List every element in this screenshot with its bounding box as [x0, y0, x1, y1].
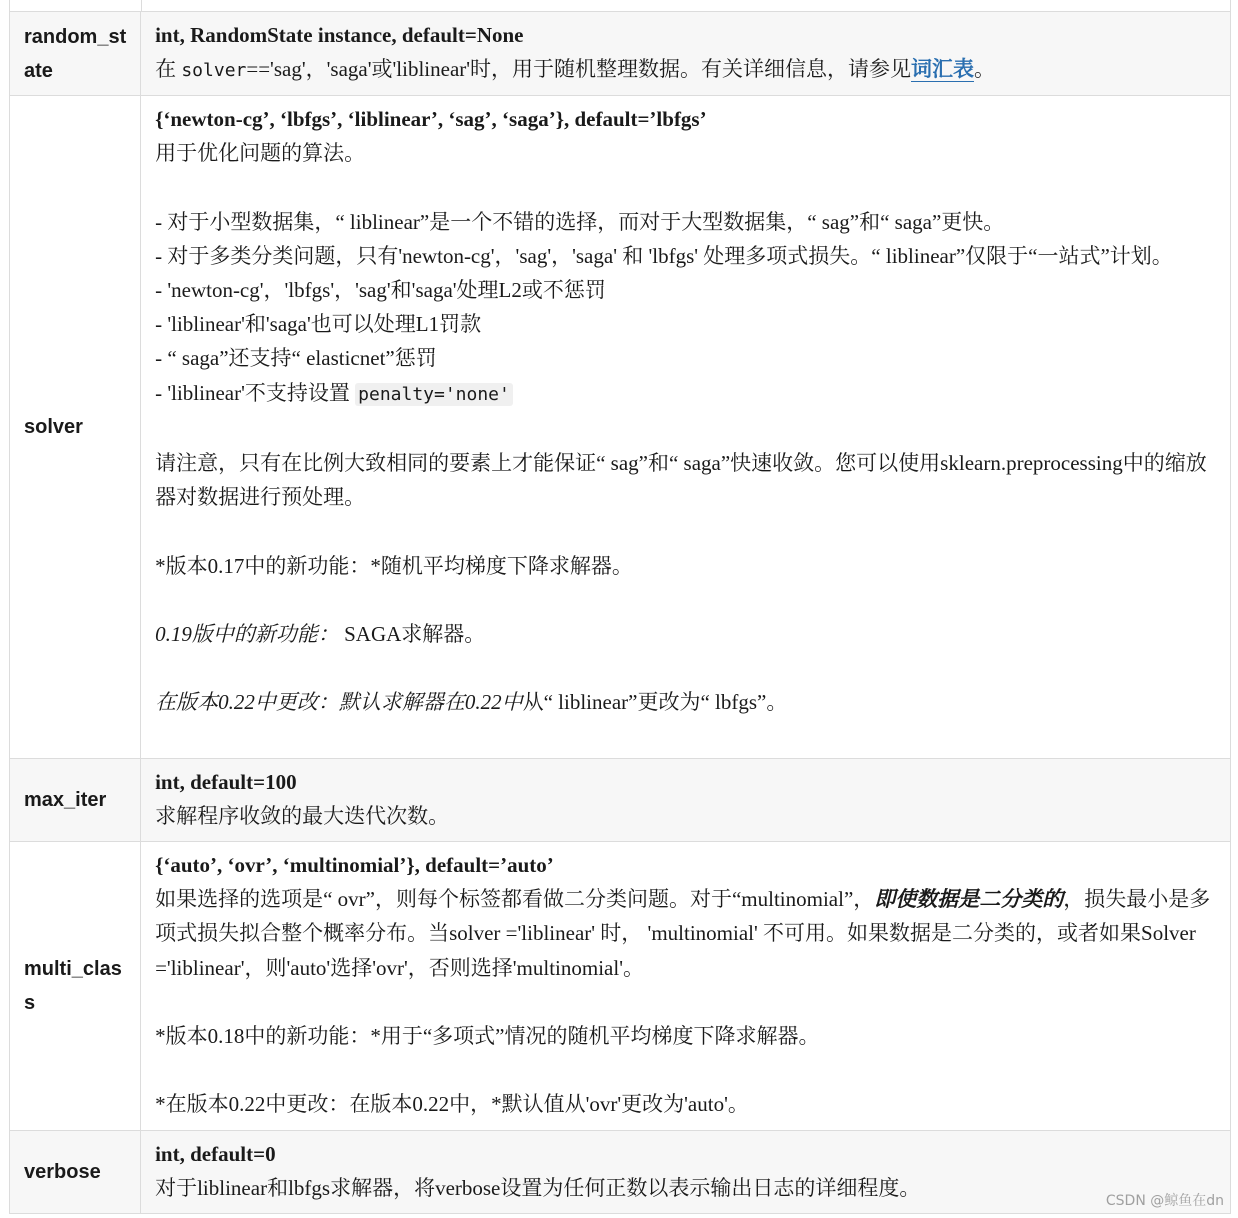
desc-line: *在版本0.22中更改：在版本0.22中，*默认值从'ovr'更改为'auto'。 [155, 1092, 749, 1117]
param-description [141, 1131, 1230, 1211]
desc-text: 在 [155, 57, 182, 82]
desc-text: ，损失最小是多项式损失拟合整个概率分布。当solver ='liblinear' 时， 'multinomial' 不可用。如果数据是二分类的，或者如果Solver ='liblinear'，则'auto'选择'ovr'，否则选择'multinomial'。 [155, 887, 1211, 980]
desc-line: 用于优化问题的算法。 [155, 141, 366, 166]
desc-italic: 在版本0.22中更改：默认求解器在0.22中 [155, 690, 523, 715]
watermark: CSDN @鲸鱼在dn [1105, 1193, 1224, 1209]
param-name: random_state [24, 25, 127, 82]
desc-emphasis: 即使数据是二分类的 [874, 887, 1064, 912]
desc-line: 对于liblinear和lbfgs求解器，将verbose设置为任何正数以表示输出日志的详细程度。 [155, 1176, 921, 1201]
param-type: int, default=100 [155, 770, 297, 794]
param-row-verbose [10, 1131, 1231, 1214]
desc-line: - 'newton-cg'，'lbfgs'，'sag'和'saga'处理L2或不惩罚 [155, 278, 606, 302]
param-description [141, 12, 1230, 94]
param-row-max-iter [10, 759, 1231, 842]
desc-line: 求解程序收敛的最大迭代次数。 [155, 804, 450, 829]
param-description [141, 759, 1230, 839]
desc-text: SAGA求解器。 [338, 621, 486, 646]
param-name: solver [24, 416, 83, 438]
desc-text: - 'liblinear'不支持设置 [155, 380, 356, 405]
desc-line: *版本0.18中的新功能：*用于“多项式”情况的随机平均梯度下降求解器。 [155, 1024, 820, 1048]
inline-code: penalty='none' [355, 383, 513, 406]
param-description [141, 842, 1230, 1128]
desc-text: 从“ liblinear”更改为“ lbfgs”。 [522, 690, 788, 715]
param-name: max_iter [24, 789, 107, 811]
param-type: {‘newton-cg’, ‘lbfgs’, ‘liblinear’, ‘sag’, ‘saga’}, default=’lbfgs’ [155, 107, 707, 131]
param-type: {‘auto’, ‘ovr’, ‘multinomial’}, default=’auto’ [155, 853, 554, 877]
desc-line: *版本0.17中的新功能：*随机平均梯度下降求解器。 [155, 553, 633, 578]
desc-line: 请注意，只有在比例大致相同的要素上才能保证“ sag”和“ saga”快速收敛。您可以使用sklearn.preprocessing中的缩放器对数据进行预处理。 [155, 451, 1207, 510]
desc-italic: 0.19版中的新功能： [155, 621, 339, 646]
param-row-solver [10, 96, 1231, 759]
parameters-table [9, 11, 1231, 1214]
desc-text: 如果选择的选项是“ ovr”，则每个标签都看做二分类问题。对于“multinomial”， [155, 887, 875, 912]
glossary-link[interactable]: 词汇表 [911, 57, 975, 82]
param-row-multi-class [10, 842, 1231, 1131]
inline-code: solver [181, 60, 247, 82]
desc-text: =='sag'，'saga'或'liblinear'时，用于随机整理数据。有关详细信息，请参见 [246, 57, 912, 82]
table-top-strip [9, 0, 1231, 11]
param-type: int, RandomState instance, default=None [155, 23, 524, 47]
desc-line: - 对于多类分类问题，只有'newton-cg'，'sag'，'saga' 和 'lbfgs' 处理多项式损失。“ liblinear”仅限于“一站式”计划。 [155, 243, 1173, 268]
param-description [141, 96, 1230, 726]
desc-line: - 对于小型数据集，“ liblinear”是一个不错的选择，而对于大型数据集，“ sag”和“ saga”更快。 [155, 209, 1005, 234]
param-row-random-state [10, 12, 1231, 96]
param-name: verbose [24, 1161, 101, 1183]
param-name: multi_class [24, 958, 122, 1014]
desc-text: 。 [974, 57, 996, 82]
desc-line: - “ saga”还支持“ elasticnet”惩罚 [155, 346, 437, 371]
desc-line: - 'liblinear'和'saga'也可以处理L1罚款 [155, 312, 482, 337]
param-type: int, default=0 [155, 1142, 276, 1166]
